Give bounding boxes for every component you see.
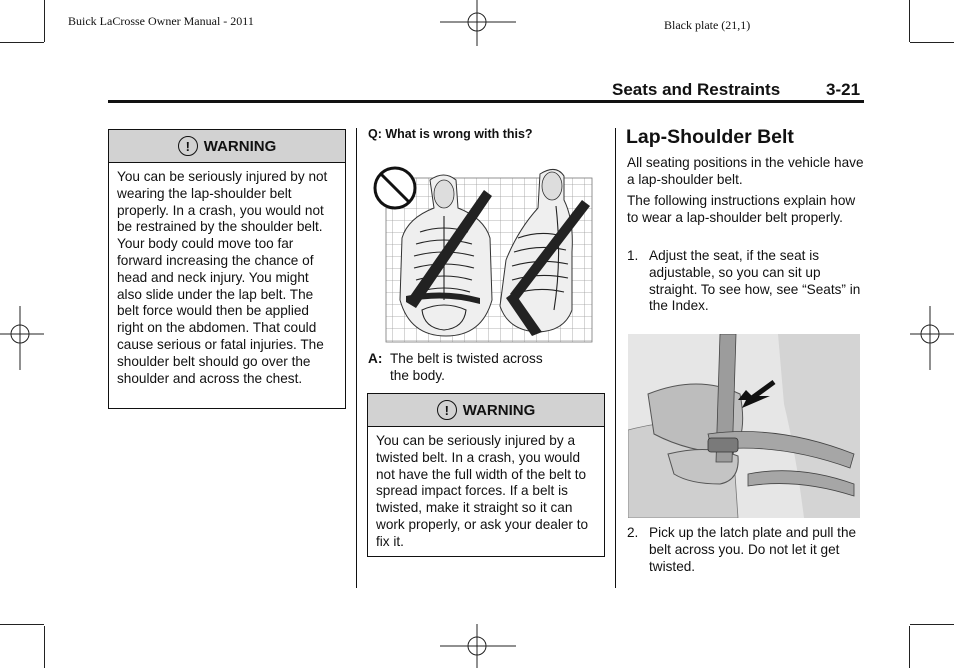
registration-mark-top (440, 0, 516, 46)
warning-body: You can be seriously injured by not wearing the lap-shoulder belt properly. In a crash, you would not be restrained by the shoulder belt. Your body could move too far forward increasing the chance of head and neck injury. You might also slide under the lap belt. The belt force would then be applied right on the abdomen. That could cause serious or fatal injuries. The shoulder belt should go over the shoulder and across the chest. (117, 169, 328, 386)
warning-box-2 (367, 393, 605, 557)
crop-mark (0, 624, 44, 625)
answer-label: A: (368, 351, 383, 366)
crop-mark (44, 0, 45, 42)
twisted-belt-illustration (368, 160, 594, 343)
running-head-section: Seats and Restraints (612, 80, 781, 99)
registration-mark-right (910, 306, 954, 370)
answer-line-1: The belt is twisted across (390, 351, 543, 366)
section-title: Lap-Shoulder Belt (626, 126, 794, 148)
step-number: 1. (627, 248, 639, 263)
warning-header (368, 394, 604, 427)
registration-mark-left (0, 306, 44, 370)
exclamation-circle-icon: ! (437, 400, 457, 420)
answer-line-2: the body. (390, 367, 445, 383)
step-text: Adjust the seat, if the seat is adjustable, so you can sit up straight. To see how, see “Seats” in the Index. (649, 248, 861, 314)
step-number: 2. (627, 525, 639, 540)
print-header-title: Buick LaCrosse Owner Manual - 2011 (68, 14, 254, 28)
warning-box-1 (108, 129, 346, 409)
column-divider (356, 128, 357, 588)
crop-mark (910, 624, 954, 625)
crop-mark (909, 626, 910, 668)
question-text: Q: What is wrong with this? (368, 127, 533, 141)
answer-text (368, 351, 598, 385)
warning-title: WARNING (203, 137, 277, 155)
step-item (627, 525, 867, 575)
crop-mark (909, 0, 910, 42)
instructions-paragraph: The following instructions explain how to wear a lap-shoulder belt properly. (627, 193, 856, 225)
intro-paragraph: All seating positions in the vehicle have a lap-shoulder belt. (627, 155, 864, 187)
step-item (627, 248, 867, 315)
page-number: 3-21 (826, 80, 861, 99)
header-rule (108, 100, 864, 103)
warning-body: You can be seriously injured by a twisted belt. In a crash, you would not have the full width of the belt to spread impact forces. If a belt is twisted, make it straight so it can work properly, or ask your dealer to fix it. (376, 433, 589, 549)
registration-mark-bottom (440, 624, 516, 668)
latch-plate-illustration (628, 334, 860, 518)
crop-mark (0, 42, 44, 43)
print-header-plate: Black plate (21,1) (664, 18, 751, 32)
column-divider (615, 128, 616, 588)
prohibited-icon (375, 168, 415, 208)
warning-title: WARNING (462, 401, 536, 419)
crop-mark (44, 626, 45, 668)
exclamation-circle-icon: ! (178, 136, 198, 156)
crop-mark (910, 42, 954, 43)
step-text: Pick up the latch plate and pull the belt across you. Do not let it get twisted. (649, 525, 857, 574)
warning-header (109, 130, 345, 163)
